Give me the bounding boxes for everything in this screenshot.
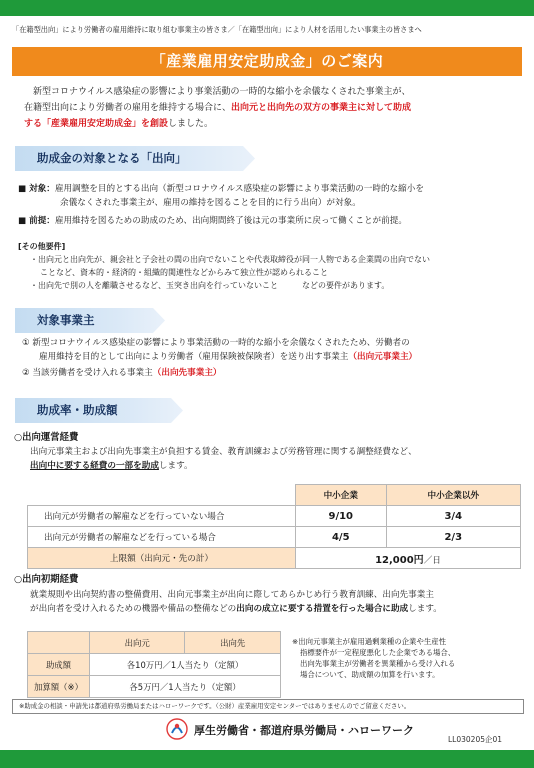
table-row (28, 548, 521, 569)
cap-value-cell (296, 548, 521, 569)
other-requirement-3: ・出向先で別の人を離職させるなど、玉突き出向を行っていないこと などの要件があります。 (30, 281, 390, 290)
premise-item (18, 214, 526, 228)
addition-note-3: 出向先事業主が労働者を異業種から受け入れる (300, 659, 456, 668)
intro-line-1: 新型コロナウイルス感染症の影響により事業活動の一時的な縮小を余儀なくされた事業主が、 (33, 87, 411, 97)
initial-costs-text-2b: 出向の成立に要する措置を行った場合に助成 (236, 604, 409, 614)
initial-costs-text-2a: が出向者を受け入れるための機器や備品の整備などの (30, 604, 237, 614)
rate-non-sme-dismissal: 2/3 (386, 527, 520, 548)
consultation-note: ※助成金の相談・申請先は都道府県労働局またはハローワークです。（公財）産業雇用安定センターではありませんのでご留意ください。 (12, 699, 524, 714)
other-requirements-label: [その他要件] (18, 242, 66, 251)
addition-note-2: 指標要件が一定程度悪化した企業である場合、 (300, 648, 456, 657)
grant-amount: 各10万円／1人当たり（定額） (90, 654, 281, 676)
init-table-corner (28, 632, 90, 654)
audience-note: 「在籍型出向」により労働者の雇用維持に取り組む事業主の皆さま／「在籍型出向」により人材を活用したい事業主の皆さまへ (12, 25, 422, 34)
operating-costs-description (30, 445, 524, 473)
target-text-2: 余儀なくされた事業主が、雇用の維持を図ることを目的に行う出向）が対象。 (60, 198, 361, 208)
row-label-dismissal: 出向元が労働者の解雇などを行っている場合 (28, 527, 296, 548)
cap-value: 12,000円 (375, 554, 424, 566)
rate-sme-no-dismissal: 9/10 (296, 506, 387, 527)
column-receiving: 出向先 (185, 632, 281, 654)
employer-item-2-text: ② 当該労働者を受け入れる事業主 (22, 368, 153, 378)
ministry-name: 厚生労働省・都道府県労働局・ハローワーク (194, 724, 414, 737)
initial-costs-description (30, 588, 524, 616)
intro-line-3b: しました。 (168, 119, 214, 129)
table-corner (28, 485, 296, 506)
employer-item-2 (22, 366, 526, 380)
page-title: 「産業雇用安定助成金」のご案内 (12, 47, 522, 76)
premise-label: ■ 前提： (18, 216, 55, 226)
initial-costs-heading: ○出向初期経費 (14, 574, 79, 585)
operating-costs-text-3: します。 (158, 461, 193, 471)
addition-note-4: 場合について、助成額の加算を行います。 (300, 670, 440, 679)
table-row (28, 527, 521, 548)
rate-non-sme-no-dismissal: 3/4 (386, 506, 520, 527)
receiving-employer-tag: （出向先事業主） (152, 368, 222, 378)
rate-sme-dismissal: 4/5 (296, 527, 387, 548)
addition-note (292, 636, 524, 680)
column-sending: 出向元 (90, 632, 185, 654)
other-requirement-1: ・出向元と出向先が、親会社と子会社の間の出向でないことや代表取締役が同一人物である企業間の出向でない (30, 255, 430, 264)
row-label-no-dismissal: 出向元が労働者の解雇などを行っていない場合 (28, 506, 296, 527)
employer-item-1-line-a: ① 新型コロナウイルス感染症の影響により事業活動の一時的な縮小を余儀なくされたため、労働者の (22, 338, 410, 348)
target-item (18, 182, 526, 210)
target-label: ■ 対象： (18, 184, 55, 194)
employer-item-1 (22, 336, 526, 364)
bottom-green-bar (0, 750, 534, 768)
section-heading-employers (15, 308, 165, 333)
section-heading-employers-text: 対象事業主 (37, 313, 95, 327)
table-row (28, 506, 521, 527)
section-heading-rates-text: 助成率・助成額 (37, 403, 118, 417)
section-heading-target-text: 助成金の対象となる「出向」 (37, 151, 187, 165)
operating-costs-table (27, 484, 521, 569)
sending-employer-tag: （出向元事業主） (348, 352, 418, 362)
intro-paragraph (24, 84, 516, 132)
operating-costs-text-2: 出向中に要する経費の一部を助成 (30, 461, 159, 471)
column-non-sme: 中小企業以外 (386, 485, 520, 506)
intro-line-2b: 出向元と出向先の双方の事業主に対して助成 (231, 103, 412, 113)
section-heading-target (15, 146, 255, 171)
intro-line-2a: 在籍型出向により労働者の雇用を維持する場合に、 (24, 103, 232, 113)
table-row (28, 654, 281, 676)
top-green-bar (0, 0, 534, 16)
other-requirement-2: ことなど、資本的・経済的・組織的関連性などからみて独立性が認められること (40, 268, 328, 277)
other-requirements (18, 240, 526, 292)
mhlw-logo-icon (166, 718, 188, 740)
premise-text: 雇用維持を図るための助成のため、出向期間終了後は元の事業所に戻って働くことが前提。 (54, 216, 407, 226)
column-sme: 中小企業 (296, 485, 387, 506)
row-label-addition: 加算額（※） (28, 676, 90, 698)
initial-costs-text-1: 就業規則や出向契約書の整備費用、出向元事業主が出向に際してあらかじめ行う教育訓練、出向先事業主 (30, 590, 434, 600)
table-row (28, 676, 281, 698)
initial-costs-table (27, 631, 281, 698)
document-code: LL030205企01 (448, 735, 503, 744)
employer-item-1-line-b: 雇用維持を目的として出向により労働者（雇用保険被保険者）を送り出す事業主 (39, 352, 349, 362)
initial-costs-text-2c: します。 (408, 604, 442, 614)
row-label-cap: 上限額（出向元・先の計） (28, 548, 296, 569)
operating-costs-text-1: 出向元事業主および出向先事業主が負担する賃金、教育訓練および労務管理に関する調整経費など、 (30, 447, 417, 457)
intro-line-3a: する「産業雇用安定助成金」を創設 (24, 119, 169, 129)
addition-note-1: ※出向元事業主が雇用過剰業種の企業や生産性 (292, 637, 447, 646)
row-label-grant: 助成額 (28, 654, 90, 676)
operating-costs-heading: ○出向運営経費 (14, 432, 79, 443)
section-heading-rates (15, 398, 183, 423)
target-text-1: 雇用調整を目的とする出向（新型コロナウイルス感染症の影響により事業活動の一時的な縮小を (54, 184, 424, 194)
addition-amount: 各5万円／1人当たり（定額） (90, 676, 281, 698)
cap-unit: ／日 (423, 555, 441, 566)
